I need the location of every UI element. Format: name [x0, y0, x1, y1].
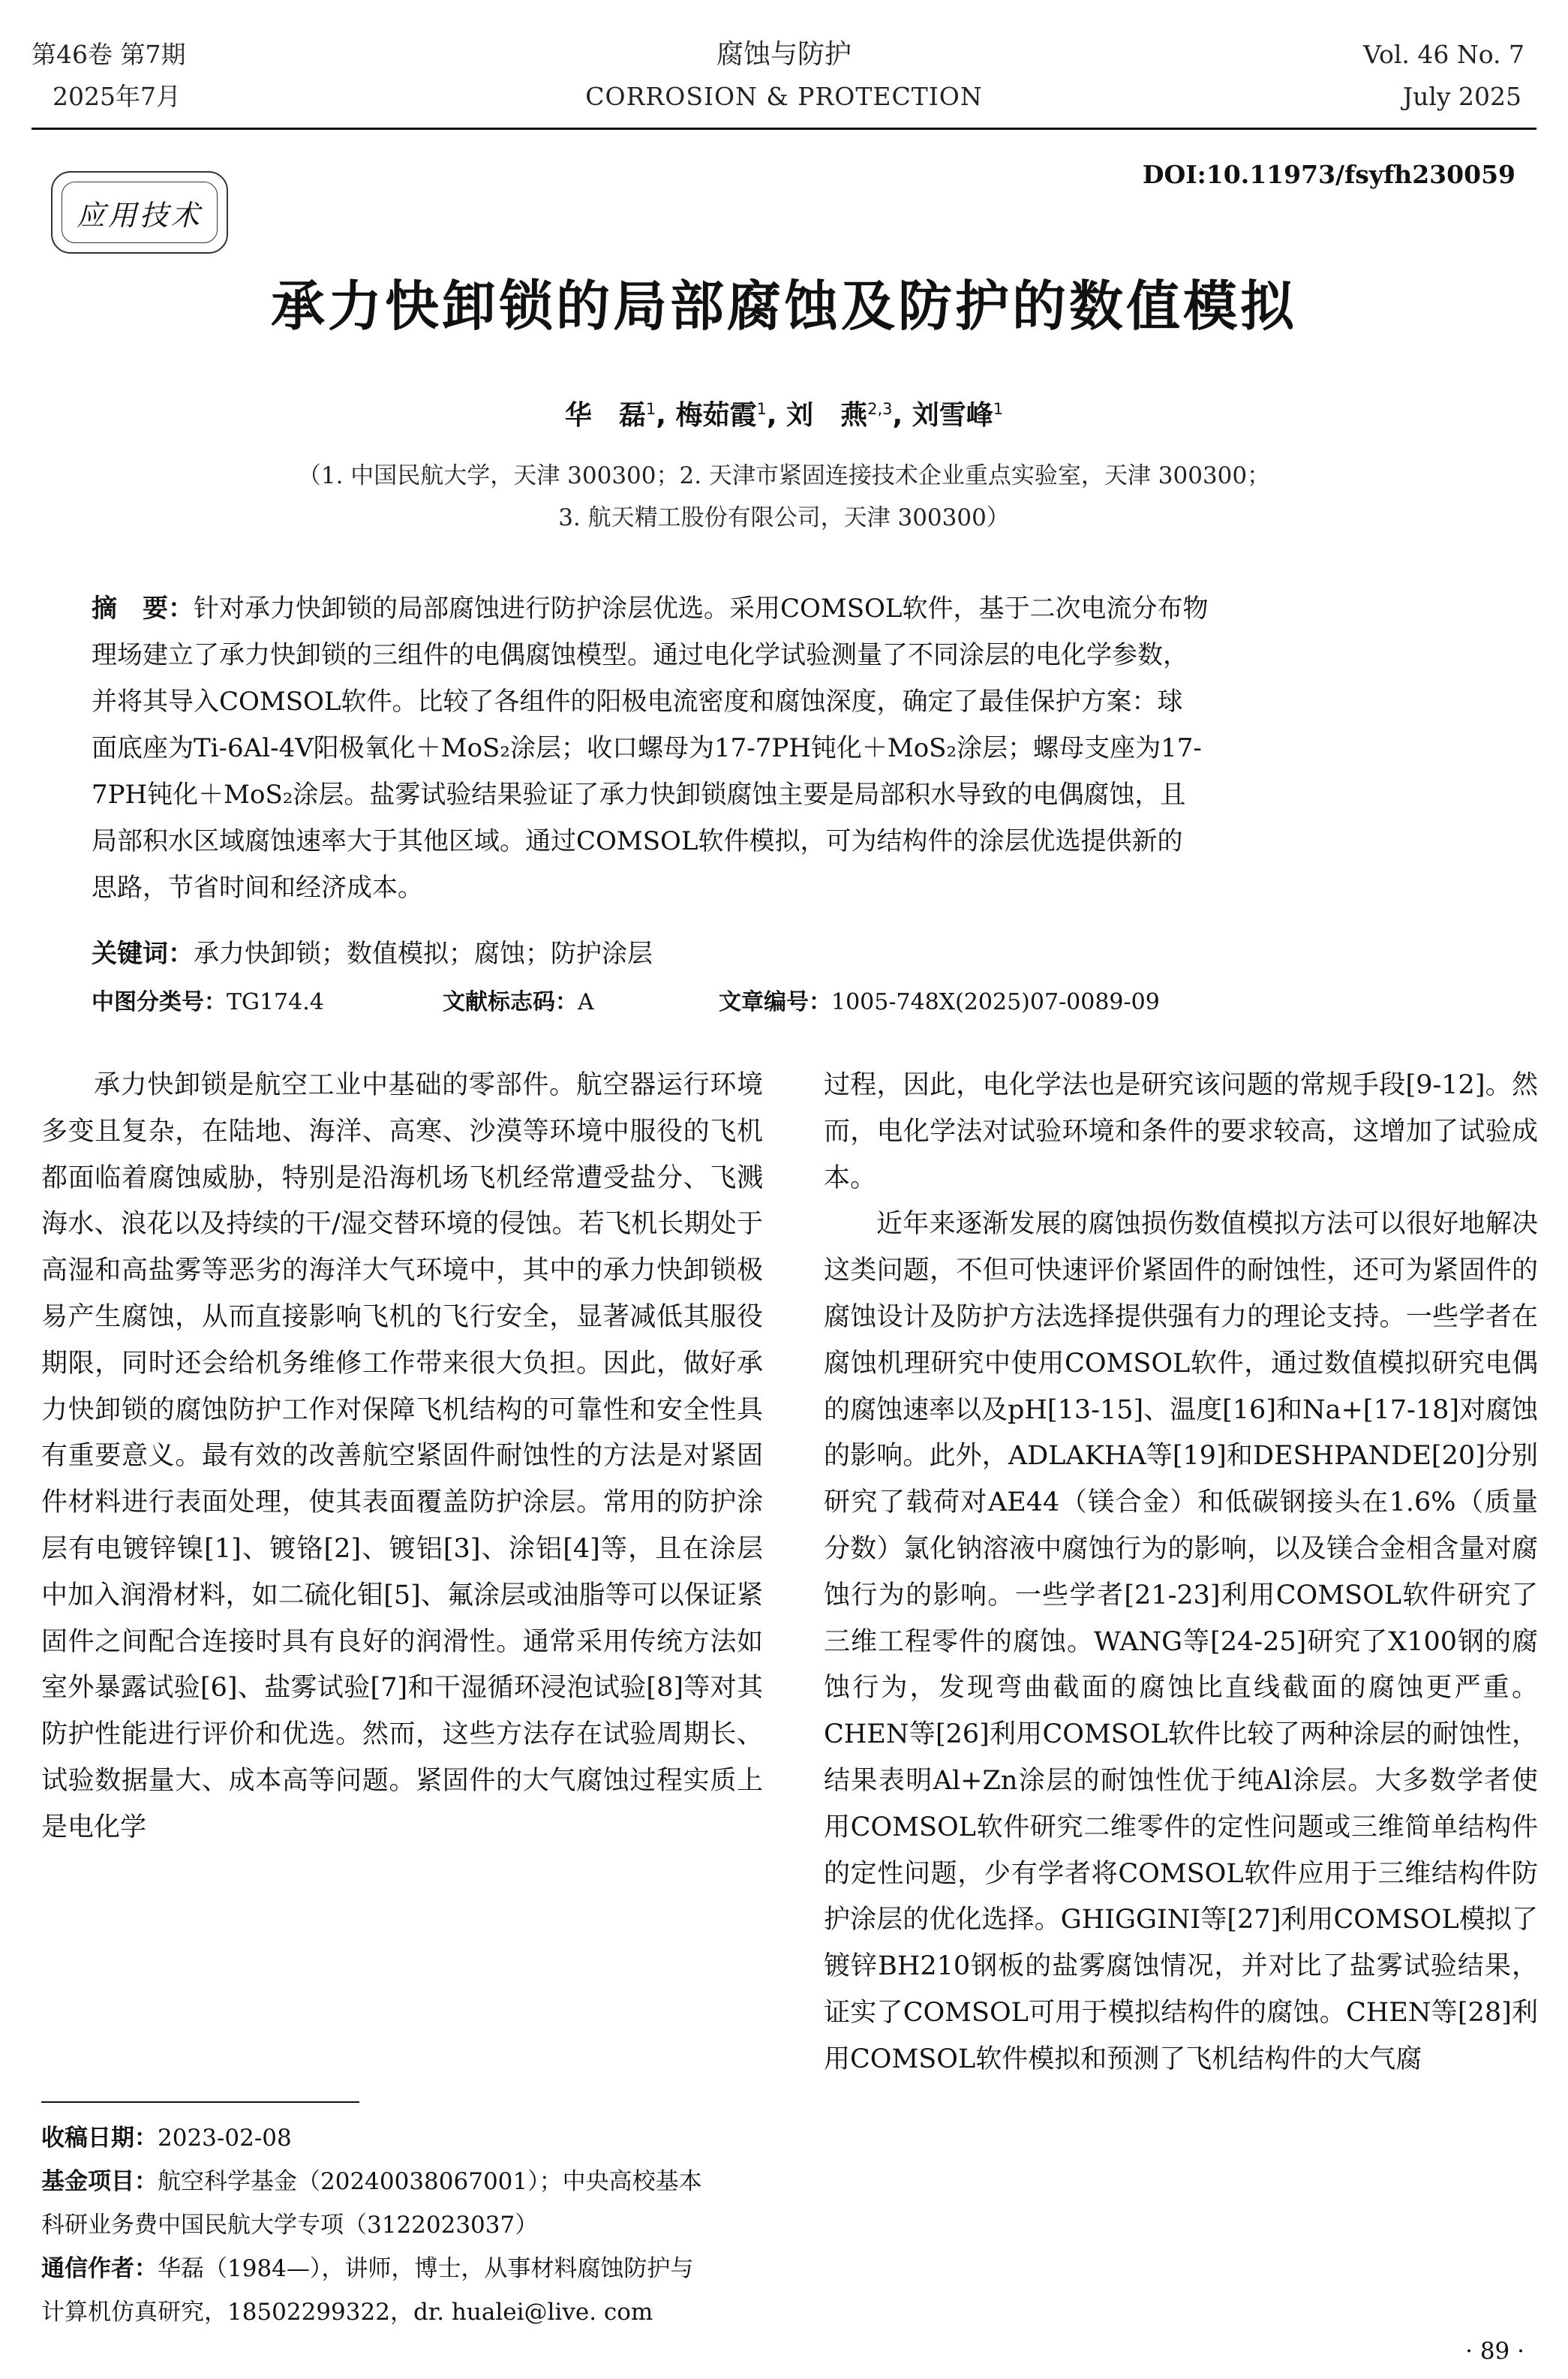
contact-text: 华磊（1984—），讲师，博士，从事材料腐蚀防护与	[158, 2255, 694, 2282]
abstract-line: 局部积水区域腐蚀速率大于其他区域。通过COMSOL软件模拟，可为结构件的涂层优选提供新的	[92, 826, 1183, 856]
document-code	[443, 983, 594, 1016]
article-value: 1005-748X(2025)07-0089-09	[831, 989, 1160, 1015]
article-label: 文章编号：	[719, 989, 831, 1015]
abstract-line: 并将其导入COMSOL软件。比较了各组件的阳极电流密度和腐蚀深度，确定了最佳保护方案：球	[92, 687, 1183, 717]
keywords	[92, 931, 1487, 977]
footnote	[41, 2116, 776, 2334]
section-tag-label: 应用技术	[62, 182, 218, 243]
author-affiliation-mark: 1	[645, 400, 656, 418]
contact-text: 计算机仿真研究，18502299322，dr. hualei@live. com	[41, 2299, 653, 2326]
abstract-line: 7PH钝化＋MoS₂涂层。盐雾试验结果验证了承力快卸锁腐蚀主要是局部积水导致的电偶腐蚀，且	[92, 780, 1186, 810]
keywords-text: 承力快卸锁；数值模拟；腐蚀；防护涂层	[194, 939, 653, 969]
author-name: 华 磊	[564, 400, 646, 431]
clc-value: TG174.4	[227, 989, 324, 1015]
header-journal-en: CORROSION & PROTECTION	[585, 82, 983, 111]
section-tag	[51, 171, 228, 254]
abstract-line: 针对承力快卸锁的局部腐蚀进行防护涂层优选。采用COMSOL软件，基于二次电流分布物	[194, 594, 1209, 624]
author-list: 华 磊$^1$, 梅茹霞$^1$, 刘 燕$^{2,3}$, 刘雪峰$^1$	[564, 400, 1004, 431]
keywords-label: 关键词：	[92, 939, 194, 969]
abstract	[92, 585, 1487, 911]
abstract-line: 思路，节省时间和经济成本。	[92, 873, 423, 903]
fund-text: 航空科学基金（20240038067001）；中央高校基本	[158, 2168, 702, 2195]
contact-label: 通信作者：	[41, 2255, 158, 2282]
page-number: · 89 ·	[1465, 2338, 1524, 2365]
header-date-cn: 2025年7月	[53, 82, 181, 111]
author-name: 刘 燕	[786, 400, 868, 431]
clc-number	[92, 983, 324, 1016]
fund-label: 基金项目：	[41, 2168, 158, 2195]
body-right-column	[824, 1063, 1538, 2083]
header-volume-en: Vol. 46 No. 7	[1363, 40, 1524, 69]
header-volume-cn: 第46卷 第7期	[32, 40, 186, 69]
body-paragraph: 近年来逐渐发展的腐蚀损伤数值模拟方法可以很好地解决这类问题，不但可快速评价紧固件的耐蚀性，还可为紧固件的腐蚀设计及防护方法选择提供强有力的理论支持。一些学者在腐蚀机理研究中使用COMSOL软件，通过数值模拟研究电偶的腐蚀速率以及pH[13-15]、温度[16]和Na+[17-18]对腐蚀的影响。此外，ADLAKHA等[19]和DESHPANDE[20]分别研究了载荷对AE44（镁合金）和低碳钢接头在1.6%（质量分数）氯化钠溶液中腐蚀行为的影响，以及镁合金相含量对腐蚀行为的影响。一些学者[21-23]利用COMSOL软件研究了三维工程零件的腐蚀。WANG等[24-25]研究了X100钢的腐蚀行为，发现弯曲截面的腐蚀比直线截面的腐蚀更严重。CHEN等[26]利用COMSOL软件比较了两种涂层的耐蚀性，结果表明Al+Zn涂层的耐蚀性优于纯Al涂层。大多数学者使用COMSOL软件研究二维零件的定性问题或三维简单结构件的定性问题，少有学者将COMSOL软件应用于三维结构件防护涂层的优化选择。GHIGGINI等[27]利用COMSOL模拟了镀锌BH210钢板的盐雾腐蚀情况，并对比了盐雾试验结果，证实了COMSOL可用于模拟结构件的腐蚀。CHEN等[28]利用COMSOL软件模拟和预测了飞机结构件的大气腐	[824, 1209, 1539, 2074]
abstract-label: 摘 要：	[92, 594, 194, 624]
header-date-en: July 2025	[1402, 82, 1521, 111]
author-name: 梅茹霞	[675, 400, 757, 431]
affiliation-line: 3. 航天精工股份有限公司，天津 300300）	[558, 504, 1010, 531]
abstract-line: 理场建立了承力快卸锁的三组件的电偶腐蚀模型。通过电化学试验测量了不同涂层的电化学参数，	[92, 640, 1188, 670]
paper-title: 承力快卸锁的局部腐蚀及防护的数值模拟	[270, 275, 1297, 338]
abstract-line: 面底座为Ti-6Al-4V阳极氧化＋MoS₂涂层；收口螺母为17-7PH钝化＋MoS₂涂层；螺母支座为17-	[92, 733, 1202, 763]
fund-text: 科研业务费中国民航大学专项（3122023037）	[41, 2212, 539, 2239]
author-affiliation-mark: 2,3	[867, 400, 893, 418]
body-paragraph: 过程，因此，电化学法也是研究该问题的常规手段[9-12]。然而，电化学法对试验环境和条件的要求较高，这增加了试验成本。	[824, 1070, 1538, 1193]
article-number	[719, 983, 1160, 1016]
author-name: 刘雪峰	[912, 400, 993, 431]
clc-label: 中图分类号：	[92, 989, 227, 1015]
header-rule	[32, 128, 1536, 130]
author-affiliation-mark: 1	[993, 400, 1004, 418]
doc-label: 文献标志码：	[443, 989, 578, 1015]
received-label: 收稿日期：	[41, 2125, 158, 2152]
doc-value: A	[578, 989, 594, 1015]
author-affiliation-mark: 1	[756, 400, 767, 418]
header-journal-cn: 腐蚀与防护	[716, 39, 852, 70]
body-paragraph: 承力快卸锁是航空工业中基础的零部件。航空器运行环境多变且复杂，在陆地、海洋、高寒、沙漠等环境中服役的飞机都面临着腐蚀威胁，特别是沿海机场飞机经常遭受盐分、飞溅海水、浪花以及持续的干/湿交替环境的侵蚀。若飞机长期处于高湿和高盐雾等恶劣的海洋大气环境中，其中的承力快卸锁极易产生腐蚀，从而直接影响飞机的飞行安全，显著减低其服役期限，同时还会给机务维修工作带来很大负担。因此，做好承力快卸锁的腐蚀防护工作对保障飞机结构的可靠性和安全性具有重要意义。最有效的改善航空紧固件耐蚀性的方法是对紧固件材料进行表面处理，使其表面覆盖防护涂层。常用的防护涂层有电镀锌镍[1]、镀铬[2]、镀铝[3]、涂铝[4]等，且在涂层中加入润滑材料，如二硫化钼[5]、氟涂层或油脂等可以保证紧固件之间配合连接时具有良好的润滑性。通常采用传统方法如室外暴露试验[6]、盐雾试验[7]和干湿循环浸泡试验[8]等对其防护性能进行评价和优选。然而，这些方法存在试验周期长、试验数据量大、成本高等问题。紧固件的大气腐蚀过程实质上是电化学	[41, 1070, 763, 1842]
footnote-rule	[41, 2101, 359, 2103]
doi: DOI:10.11973/fsyfh230059	[1142, 160, 1515, 189]
received-value: 2023-02-08	[158, 2125, 292, 2152]
affiliation-line: （1. 中国民航大学，天津 300300；2. 天津市紧固连接技术企业重点实验室，天津 300300；	[297, 462, 1271, 489]
body-left-column	[41, 1063, 763, 1851]
